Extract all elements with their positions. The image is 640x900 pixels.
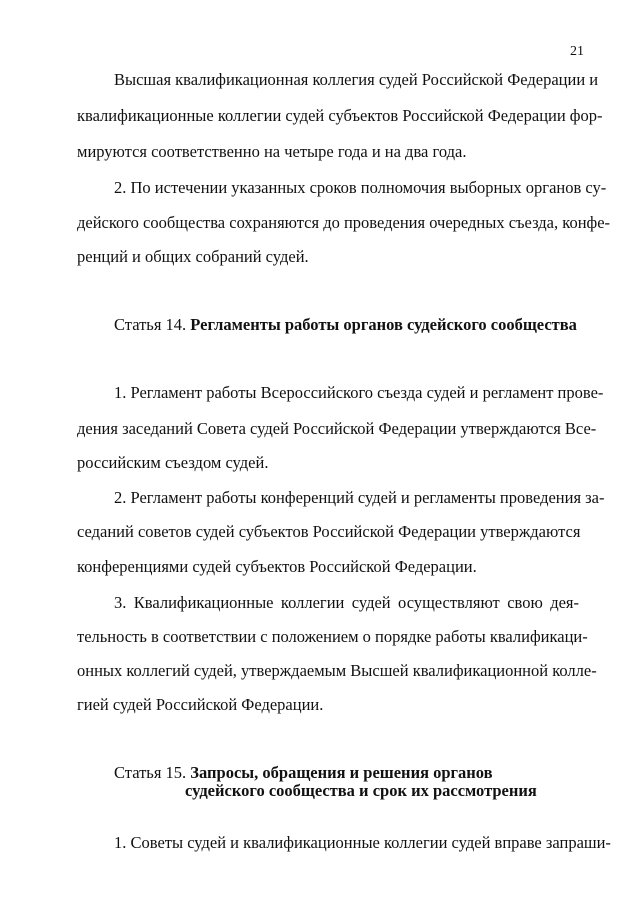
paragraph-line: 3. Квалификационные коллегии судей осуществляют свою дея- — [114, 593, 579, 612]
article-15-heading — [114, 763, 493, 783]
paragraph-line: ренций и общих собраний судей. — [77, 247, 309, 266]
paragraph-line: российским съездом судей. — [77, 453, 269, 472]
article-15-prefix: Статья 15. — [114, 763, 187, 782]
paragraph-line: мируются соответственно на четыре года и на два года. — [77, 142, 467, 161]
paragraph-line: 1. Регламент работы Всероссийского съезда судей и регламент прове- — [114, 383, 604, 402]
paragraph-line: гией судей Российской Федерации. — [77, 695, 324, 714]
article-15-title-line-1: Запросы, обращения и решения органов — [190, 763, 493, 782]
paragraph-line: дейского сообщества сохраняются до проведения очередных съезда, конфе- — [77, 213, 611, 232]
article-14-title: Регламенты работы органов судейского сообщества — [190, 315, 577, 334]
paragraph-line: 1. Советы судей и квалификационные коллегии судей вправе запраши- — [114, 833, 611, 852]
paragraph-line: онных коллегий судей, утверждаемым Высшей квалификационной колле- — [77, 661, 597, 680]
paragraph-line: конференциями судей субъектов Российской Федерации. — [77, 557, 477, 576]
article-15-title-line-2: судейского сообщества и срок их рассмотрения — [185, 781, 537, 800]
paragraph-line: 2. По истечении указанных сроков полномочия выборных органов су- — [114, 178, 607, 197]
paragraph-line: седаний советов судей субъектов Российской Федерации утверждаются — [77, 522, 581, 541]
paragraph-line: Высшая квалификационная коллегия судей Российской Федерации и — [114, 70, 599, 89]
article-14-prefix: Статья 14. — [114, 315, 187, 334]
article-14-heading — [114, 315, 577, 335]
page-number: 21 — [570, 44, 584, 59]
article-15-heading-cont — [185, 781, 537, 801]
paragraph-line: квалификационные коллегии судей субъектов Российской Федерации фор- — [77, 106, 603, 125]
paragraph-line: 2. Регламент работы конференций судей и регламенты проведения за- — [114, 488, 605, 507]
paragraph-line: тельность в соответствии с положением о порядке работы квалификаци- — [77, 627, 588, 646]
paragraph-line: дения заседаний Совета судей Российской Федерации утверждаются Все- — [77, 419, 597, 438]
